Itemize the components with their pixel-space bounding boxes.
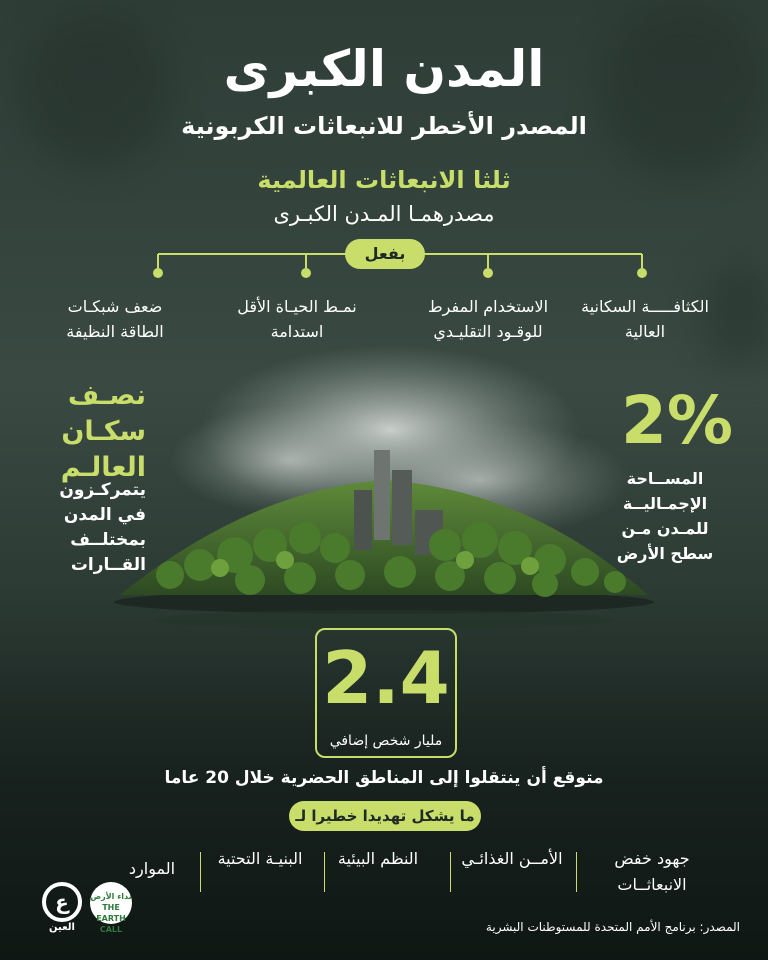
alain-logo: ع [42, 882, 82, 922]
cause-lifestyle: نمـط الحيـاة الأقل استدامة [237, 297, 357, 341]
threat-ecosystems: النظم البيئية [337, 849, 419, 868]
threat-pill: ما يشكل تهديدا خطيرا لـ [289, 801, 481, 831]
bracket-connector [487, 254, 489, 268]
growth-unit: مليار شخص إضافي [329, 733, 443, 749]
half-population-heading: نصـف سكـان العالـم [60, 380, 146, 483]
bracket-connector [157, 254, 159, 268]
divider [450, 852, 451, 892]
half-population-text: يتمركـزون في المدن بمختلــف القــارات [59, 480, 146, 575]
growth-number: 2.4 [322, 636, 450, 720]
because-pill: بفعل [345, 239, 425, 269]
bracket-connector [641, 254, 643, 268]
bracket-line [424, 253, 642, 255]
earth-call-logo: نداء الأرض THE EARTH CALL [90, 882, 132, 924]
threat-emission-reduction: جهود خفض الانبعاثــات [614, 849, 690, 894]
bracket-dot [637, 268, 647, 278]
alain-logo-text: العين [49, 922, 75, 933]
divider [576, 852, 577, 892]
area-percent-value: 2% [620, 382, 734, 459]
source-note: المصدر: برنامج الأمم المتحدة للمستوطنات البشرية [485, 920, 740, 934]
cause-clean-energy-grid: ضعف شبكـات الطاقة النظيفة [66, 297, 164, 341]
cause-population-density: الكثافـــــة السكانية العالية [581, 297, 709, 341]
bracket-dot [153, 268, 163, 278]
divider [324, 852, 325, 892]
urbanization-expectation: متوقع أن ينتقلوا إلى المناطق الحضرية خلال 20 عاما [164, 768, 604, 788]
bracket-dot [483, 268, 493, 278]
threat-resources: الموارد [128, 859, 176, 878]
island-illustration [100, 340, 668, 650]
cause-fossil-fuel-use: الاستخدام المفرط للوقـود التقليـدي [427, 297, 549, 341]
headline-emissions: ثلثا الانبعاثات العالمية [257, 166, 511, 194]
bracket-connector [305, 254, 307, 268]
bracket-line [158, 253, 346, 255]
threat-infrastructure: البنيـة التحتية [217, 849, 303, 868]
page-title: المدن الكبرى [223, 40, 545, 98]
page-subtitle: المصدر الأخطر للانبعاثات الكربونية [181, 112, 587, 140]
threat-food-security: الأمــن الغذائـي [461, 849, 563, 868]
headline-source: مصدرهمـا المـدن الكبـرى [273, 202, 495, 226]
area-percent-text: المســاحة الإجمـاليــة للمـدن مـن سطح الأرض [616, 469, 714, 563]
bracket-dot [301, 268, 311, 278]
